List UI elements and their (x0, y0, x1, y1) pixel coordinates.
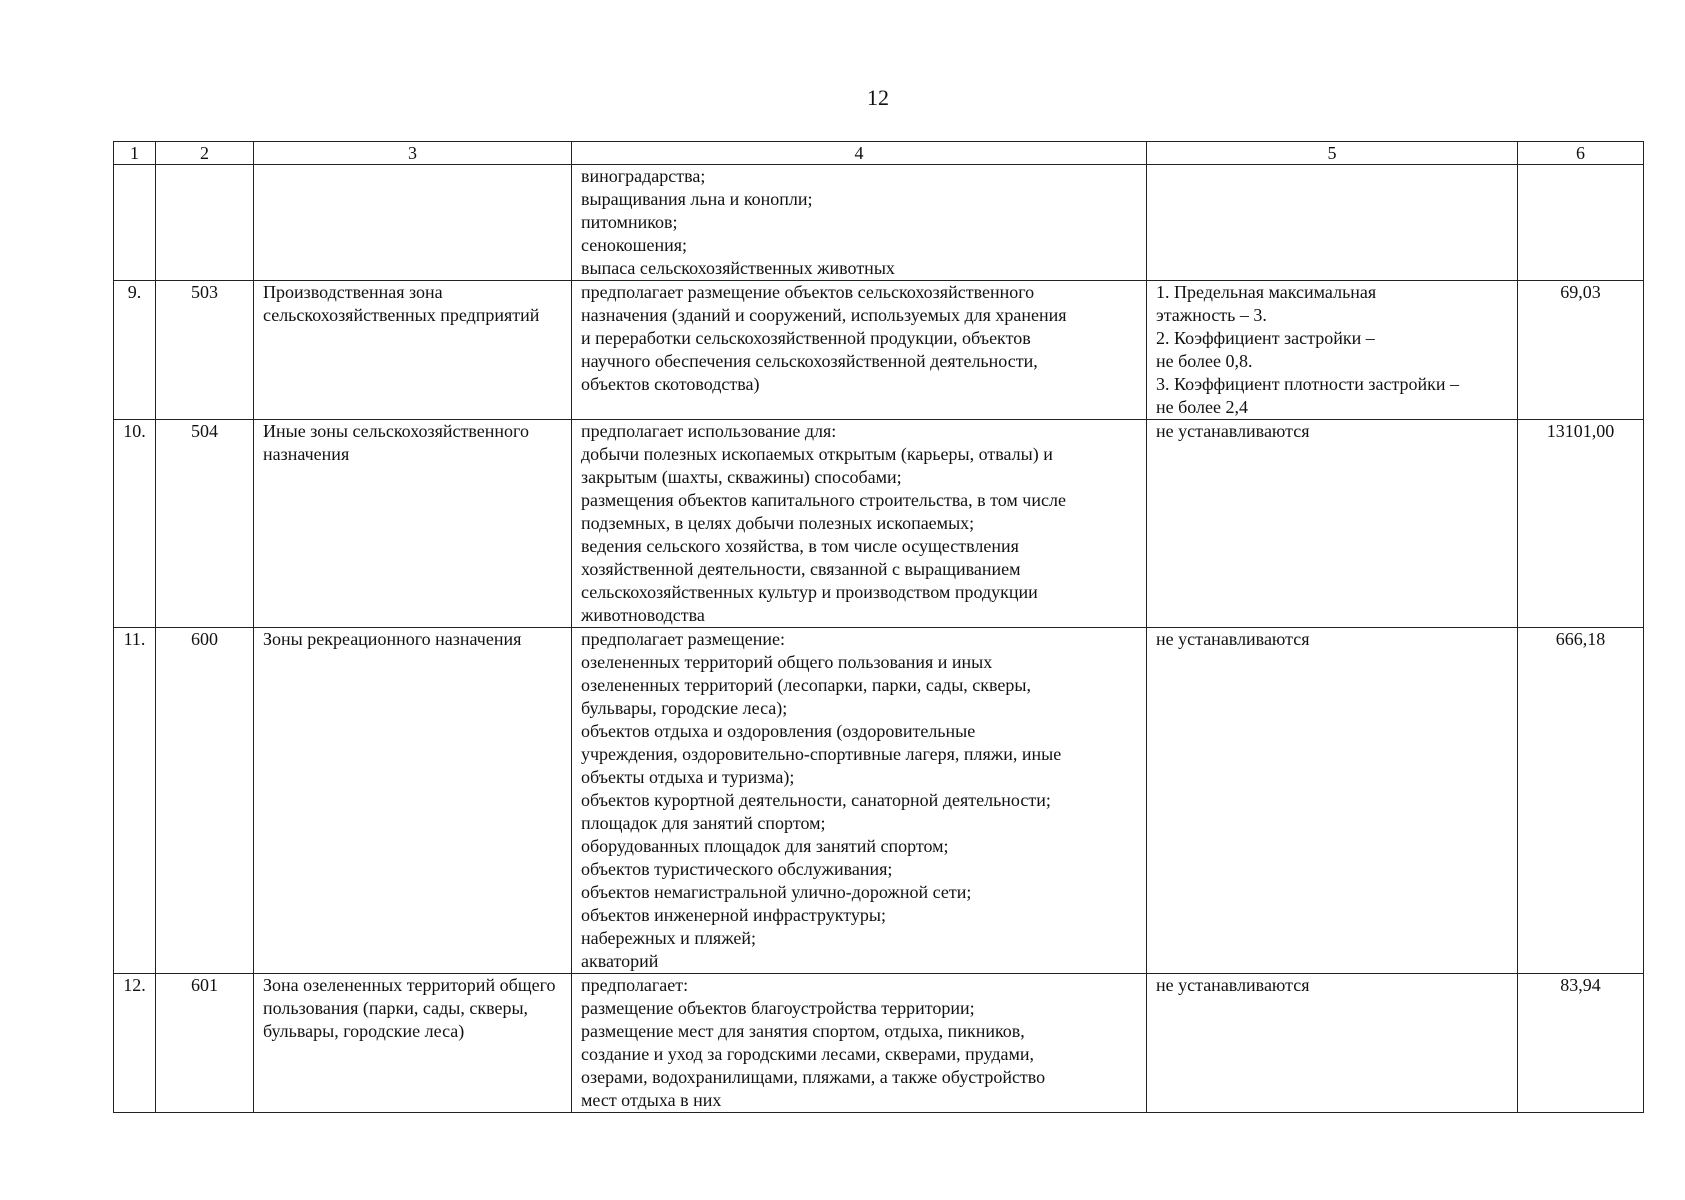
zone-name (254, 628, 572, 974)
row-number: 11. (114, 628, 156, 974)
description-line: озелененных территорий общего пользования и иных (581, 652, 993, 672)
zone-area: 666,18 (1518, 628, 1644, 974)
zone-parameters (1147, 974, 1518, 1113)
description-line: назначения (зданий и сооружений, используемых для хранения (581, 305, 1067, 325)
description-line: питомников; (581, 212, 678, 232)
zone-name (254, 974, 572, 1113)
description-line: создание и уход за городскими лесами, скверами, прудами, (581, 1044, 1035, 1064)
description-line: сельскохозяйственных культур и производством продукции (581, 582, 1038, 602)
zone-name (254, 281, 572, 420)
parameter-line: 2. Коэффициент застройки – (1156, 328, 1375, 348)
description-line: мест отдыха в них (581, 1090, 722, 1110)
zone-code (156, 165, 254, 281)
parameter-line: 1. Предельная максимальная (1156, 282, 1377, 302)
parameter-line: 3. Коэффициент плотности застройки – (1156, 374, 1460, 394)
description-line: озелененных территорий (лесопарки, парки, сады, скверы, (581, 675, 1031, 695)
description-line: предполагает размещение: (581, 629, 785, 649)
zone-description (572, 281, 1147, 420)
description-line: учреждения, оздоровительно-спортивные лагеря, пляжи, иные (581, 744, 1062, 764)
zone-code: 600 (156, 628, 254, 974)
zone-area: 69,03 (1518, 281, 1644, 420)
description-line: размещение объектов благоустройства территории; (581, 998, 975, 1018)
zone-description (572, 974, 1147, 1113)
description-line: научного обеспечения сельскохозяйственной деятельности, (581, 351, 1038, 371)
row-number: 12. (114, 974, 156, 1113)
description-line: бульвары, городские леса); (581, 698, 788, 718)
table-row (114, 420, 1644, 628)
parameter-line: не устанавливаются (1156, 421, 1310, 441)
description-line: добычи полезных ископаемых открытым (карьеры, отвалы) и (581, 444, 1053, 464)
description-line: выращивания льна и конопли; (581, 189, 813, 209)
description-line: оборудованных площадок для занятий спортом; (581, 836, 949, 856)
column-number-row (114, 142, 1644, 165)
description-line: объектов скотоводства) (581, 374, 760, 394)
table-row (114, 281, 1644, 420)
zone-description (572, 165, 1147, 281)
description-line: объектов отдыха и оздоровления (оздоровительные (581, 721, 976, 741)
zone-name-text: Производственная зона сельскохозяйственных предприятий (263, 282, 540, 325)
description-line: объектов курортной деятельности, санаторной деятельности; (581, 790, 1051, 810)
zone-name-text: Зоны рекреационного назначения (263, 629, 522, 649)
zone-parameters (1147, 628, 1518, 974)
description-line: закрытым (шахты, скважины) способами; (581, 467, 902, 487)
parameter-line: не более 2,4 (1156, 397, 1249, 417)
zone-name (254, 165, 572, 281)
zone-parameters (1147, 165, 1518, 281)
zoning-table (113, 141, 1644, 1113)
page-number: 12 (867, 85, 889, 110)
description-line: животноводства (581, 605, 705, 625)
zone-description (572, 420, 1147, 628)
table-row (114, 165, 1644, 281)
description-line: озерами, водохранилищами, пляжами, а также обустройство (581, 1067, 1046, 1087)
zone-area: 13101,00 (1518, 420, 1644, 628)
column-header: 3 (254, 142, 572, 165)
zone-code: 504 (156, 420, 254, 628)
description-line: объектов инженерной инфраструктуры; (581, 905, 886, 925)
description-line: предполагает: (581, 975, 689, 995)
row-number: 10. (114, 420, 156, 628)
parameter-line: этажность – 3. (1156, 305, 1267, 325)
zone-name (254, 420, 572, 628)
zone-name-text: Зона озелененных территорий общего пользования (парки, сады, скверы, бульвары, городские леса) (263, 975, 556, 1041)
column-header: 6 (1518, 142, 1644, 165)
column-header: 4 (572, 142, 1147, 165)
zone-name-text: Иные зоны сельскохозяйственного назначения (263, 421, 529, 464)
description-line: размещения объектов капитального строительства, в том числе (581, 490, 1066, 510)
parameter-line: не устанавливаются (1156, 975, 1310, 995)
row-number: 9. (114, 281, 156, 420)
description-line: подземных, в целях добычи полезных ископаемых; (581, 513, 975, 533)
description-line: набережных и пляжей; (581, 928, 757, 948)
row-number (114, 165, 156, 281)
parameter-line: не устанавливаются (1156, 629, 1310, 649)
description-line: площадок для занятий спортом; (581, 813, 826, 833)
description-line: выпаса сельскохозяйственных животных (581, 258, 895, 278)
table-row (114, 974, 1644, 1113)
description-line: предполагает размещение объектов сельскохозяйственного (581, 282, 1035, 302)
zone-description (572, 628, 1147, 974)
description-line: предполагает использование для: (581, 421, 837, 441)
zone-area (1518, 165, 1644, 281)
zone-code: 503 (156, 281, 254, 420)
description-line: виноградарства; (581, 166, 706, 186)
description-line: объекты отдыха и туризма); (581, 767, 795, 787)
zone-code: 601 (156, 974, 254, 1113)
parameter-line: не более 0,8. (1156, 351, 1253, 371)
description-line: объектов туристического обслуживания; (581, 859, 893, 879)
column-header: 2 (156, 142, 254, 165)
description-line: и переработки сельскохозяйственной продукции, объектов (581, 328, 1031, 348)
zone-parameters (1147, 420, 1518, 628)
table-row (114, 628, 1644, 974)
description-line: размещение мест для занятия спортом, отдыха, пикников, (581, 1021, 1025, 1041)
zone-area: 83,94 (1518, 974, 1644, 1113)
description-line: сенокошения; (581, 235, 688, 255)
description-line: объектов немагистральной улично-дорожной сети; (581, 882, 972, 902)
description-line: ведения сельского хозяйства, в том числе осуществления (581, 536, 1019, 556)
description-line: акваторий (581, 951, 659, 971)
zone-parameters (1147, 281, 1518, 420)
description-line: хозяйственной деятельности, связанной с выращиванием (581, 559, 1021, 579)
column-header: 5 (1147, 142, 1518, 165)
column-header: 1 (114, 142, 156, 165)
